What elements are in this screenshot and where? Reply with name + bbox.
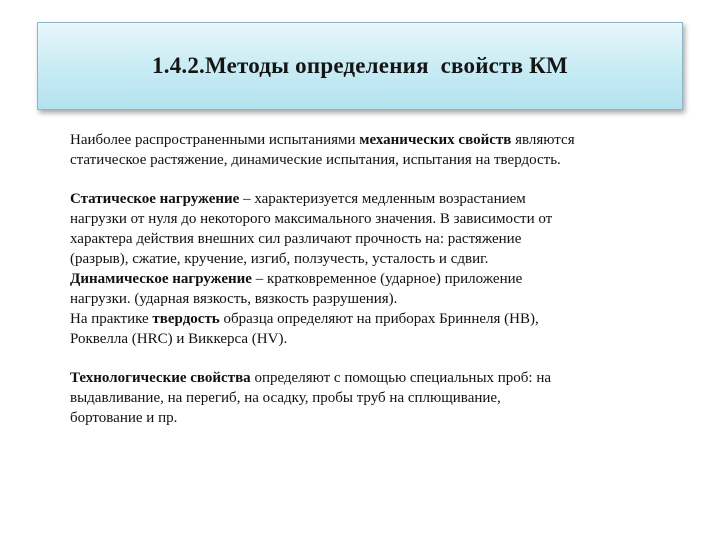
- text-line: [70, 269, 670, 289]
- text-line: выдавливание, на перегиб, на осадку, пробы труб на сплющивание,: [70, 390, 501, 406]
- text-run: образца определяют на приборах Бриннеля (НВ),: [219, 311, 539, 327]
- paragraph-intro: [70, 130, 670, 170]
- text-line: Роквелла (HRC) и Виккерса (HV).: [70, 331, 288, 347]
- paragraph-technological: [70, 368, 670, 428]
- text-line: бортование и пр.: [70, 410, 178, 426]
- title-box: [37, 22, 683, 110]
- text-run-bold: Технологические свойства: [70, 370, 251, 386]
- text-run: являются: [511, 132, 575, 148]
- text-run: Наиболее распространенными испытаниями: [70, 132, 360, 148]
- text-run-bold: твердость: [152, 311, 220, 327]
- text-line: нагрузки от нуля до некоторого максимального значения. В зависимости от: [70, 211, 553, 227]
- text-run-bold: Статическое нагружение: [70, 191, 240, 207]
- text-run: На практике: [70, 311, 153, 327]
- text-run: – характеризуется медленным возрастанием: [239, 191, 526, 207]
- text-line: характера действия внешних сил различают прочность на: растяжение: [70, 231, 522, 247]
- text-line: статическое растяжение, динамические испытания, испытания на твердость.: [70, 152, 561, 168]
- text-line: [70, 189, 670, 209]
- paragraph-loading: [70, 189, 670, 349]
- text-line: [70, 368, 670, 388]
- text-line: нагрузки. (ударная вязкость, вязкость разрушения).: [70, 291, 398, 307]
- slide-title: 1.4.2.Методы определения свойств КМ: [152, 53, 568, 78]
- text-line: (разрыв), сжатие, кручение, изгиб, ползучесть, усталость и сдвиг.: [70, 251, 489, 267]
- text-run: определяют с помощью специальных проб: на: [250, 370, 552, 386]
- slide-content: [70, 130, 670, 428]
- text-run: – кратковременное (ударное) приложение: [251, 271, 523, 287]
- text-line: [70, 130, 670, 150]
- text-line: [70, 309, 670, 329]
- text-run-bold: механических свойств: [359, 132, 512, 148]
- text-run-bold: Динамическое нагружение: [70, 271, 252, 287]
